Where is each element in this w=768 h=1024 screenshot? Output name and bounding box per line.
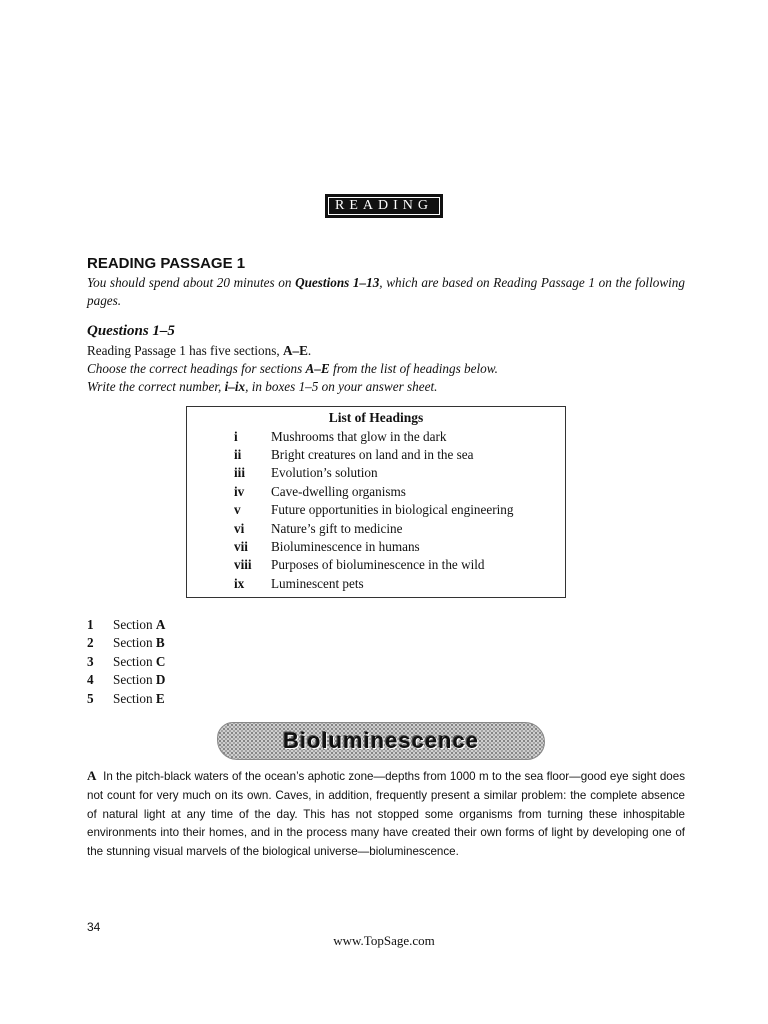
heading-item: ix Luminescent pets: [234, 576, 364, 591]
paragraph-a: A In the pitch-black waters of the ocean’s aphotic zone—depths from 1000 m to the sea floor—good eye sight does not count for very much on its own. Caves, in addition, frequently present a similar problem: the complete absence of natural light at any time of the day. This has not stopped some organisms from turning these inhospitable environments into their homes, and in the process many have created their own forms of light by developing one of the stunning visual marvels of the biological universe—bioluminescence.: [87, 768, 685, 859]
heading-item: ii Bright creatures on land and in the sea: [234, 447, 474, 462]
heading-item: vii Bioluminescence in humans: [234, 539, 420, 554]
passage-title: READING PASSAGE 1: [87, 255, 246, 272]
heading-item: viii Purposes of bioluminescence in the wild: [234, 557, 485, 572]
questions-title: Questions 1–5: [87, 323, 175, 339]
article-title: Bioluminescence: [283, 728, 479, 753]
heading-item: v Future opportunities in biological engineering: [234, 502, 514, 517]
heading-item: i Mushrooms that glow in the dark: [234, 429, 447, 444]
questions-line-3: Write the correct number, i–ix, in boxes 1–5 on your answer sheet.: [87, 379, 438, 394]
page-number: 34: [87, 920, 101, 934]
section-question: 2 Section B: [87, 635, 165, 650]
headings-title: List of Headings: [328, 410, 424, 425]
heading-item: vi Nature’s gift to medicine: [234, 521, 403, 536]
section-question: 4 Section D: [87, 672, 166, 687]
section-question: 5 Section E: [87, 691, 165, 706]
passage-instruction: You should spend about 20 minutes on Questions 1–13, which are based on Reading Passage 1 on the following pages.: [87, 275, 685, 308]
section-question: 1 Section A: [87, 617, 166, 632]
footer-url: www.TopSage.com: [333, 933, 435, 948]
section-question: 3 Section C: [87, 654, 166, 669]
questions-line-1: Reading Passage 1 has five sections, A–E.: [87, 343, 312, 358]
heading-item: iii Evolution’s solution: [234, 465, 378, 480]
questions-line-2: Choose the correct headings for sections A–E from the list of headings below.: [87, 361, 498, 376]
heading-item: iv Cave-dwelling organisms: [234, 484, 406, 499]
reading-banner: READING: [325, 194, 443, 218]
